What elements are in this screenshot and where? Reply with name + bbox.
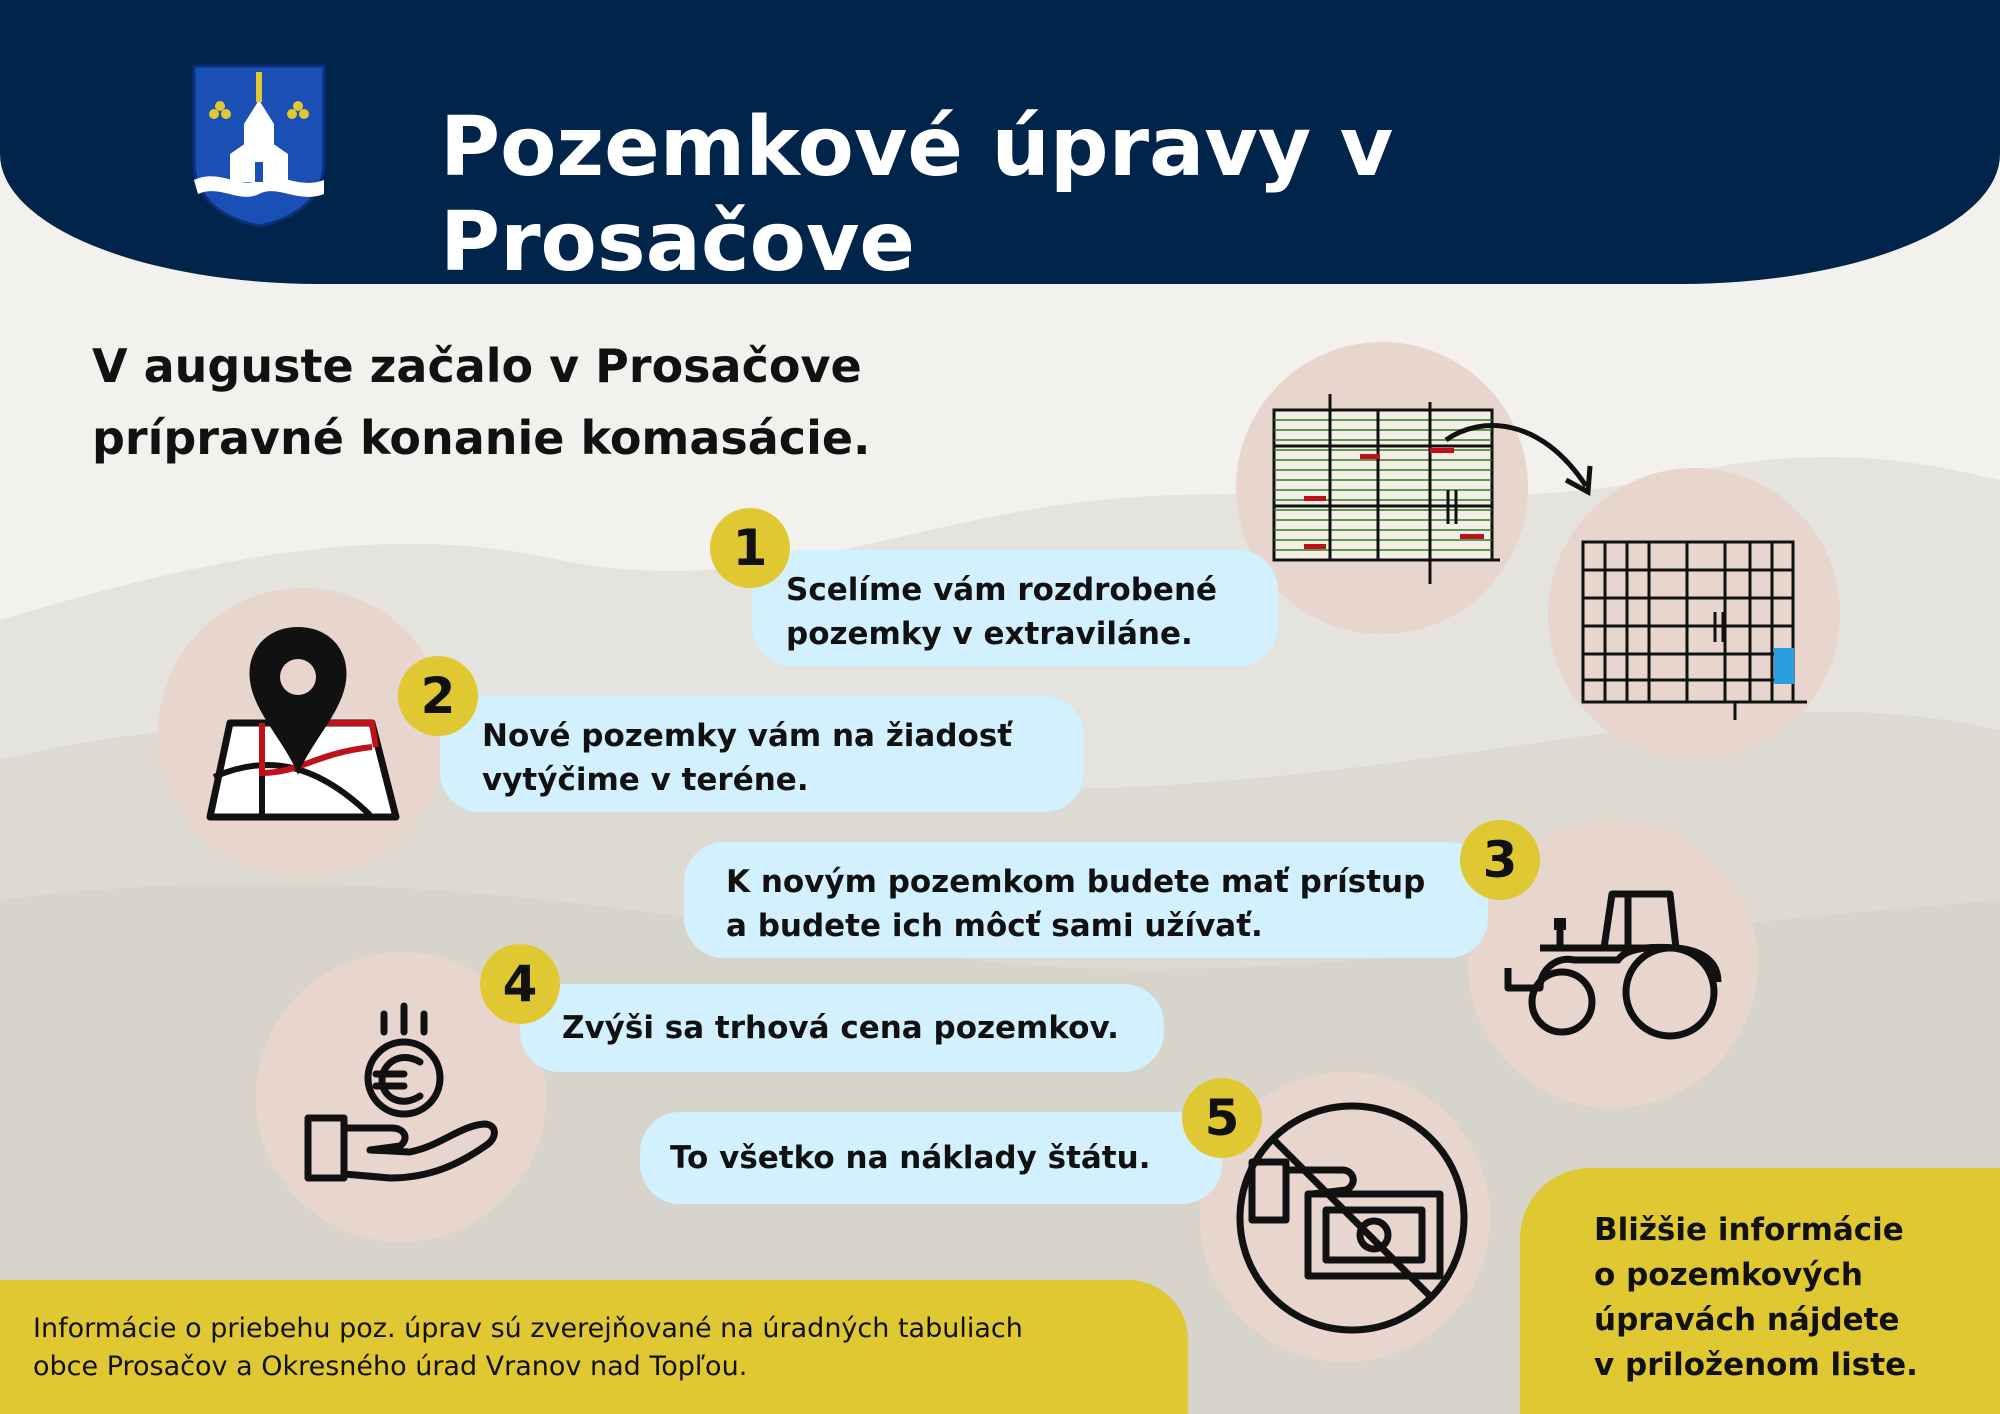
no-payment-icon: [1222, 1090, 1482, 1340]
coat-of-arms-church-icon: [190, 62, 328, 228]
step-4-badge: 4: [480, 944, 560, 1024]
step-2-badge: 2: [398, 656, 478, 736]
step-3-line-1: K novým pozemkom budete mať prístup: [726, 864, 1426, 900]
step-1-line-2: pozemky v extraviláne.: [786, 616, 1193, 652]
step-3-text: [684, 842, 1488, 958]
footer-right-line-1: Bližšie informácie: [1594, 1212, 1904, 1248]
euro-coin-hand-icon: [300, 1000, 510, 1190]
footer-left-line-2: obce Prosačov a Okresného úrad Vranov nad Topľou.: [33, 1351, 748, 1382]
intro-line-1: V auguste začalo v Prosačove: [92, 339, 862, 393]
footer-info-right: [1520, 1168, 2000, 1414]
footer-info-left: [0, 1280, 1188, 1414]
step-1-text: [752, 550, 1278, 666]
intro-line-2: prípravné konanie komasácie.: [92, 411, 871, 465]
footer-right-line-2: o pozemkových: [1594, 1257, 1863, 1293]
step-4-text: [520, 984, 1164, 1072]
step-2-line-1: Nové pozemky vám na žiadosť: [482, 718, 1013, 754]
step-1-badge: 1: [710, 508, 790, 588]
step-3-line-2: a budete ich môcť sami užívať.: [726, 908, 1263, 944]
footer-right-line-4: v priloženom liste.: [1594, 1347, 1918, 1383]
consolidated-map-icon: [1575, 520, 1815, 720]
step-4-line-1: Zvýši sa trhová cena pozemkov.: [562, 1010, 1119, 1046]
step-5-line-1: To všetko na náklady štátu.: [670, 1140, 1151, 1176]
intro-text: [92, 330, 992, 474]
arrow-icon: [1440, 410, 1600, 500]
footer-right-line-3: úpravách nájdete: [1594, 1302, 1900, 1338]
step-5-badge: 5: [1182, 1078, 1262, 1158]
step-5-text: [640, 1112, 1222, 1204]
page-title: Pozemkové úpravy v Prosačove: [440, 100, 1394, 290]
step-1-line-1: Scelíme vám rozdrobené: [786, 572, 1218, 608]
map-pin-icon: [200, 625, 410, 825]
step-2-text: [440, 696, 1084, 812]
step-3-badge: 3: [1460, 820, 1540, 900]
step-2-line-2: vytýčime v teréne.: [482, 762, 809, 798]
footer-left-line-1: Informácie o priebehu poz. úprav sú zverejňované na úradných tabuliach: [33, 1313, 1023, 1344]
tractor-icon: [1500, 890, 1730, 1040]
